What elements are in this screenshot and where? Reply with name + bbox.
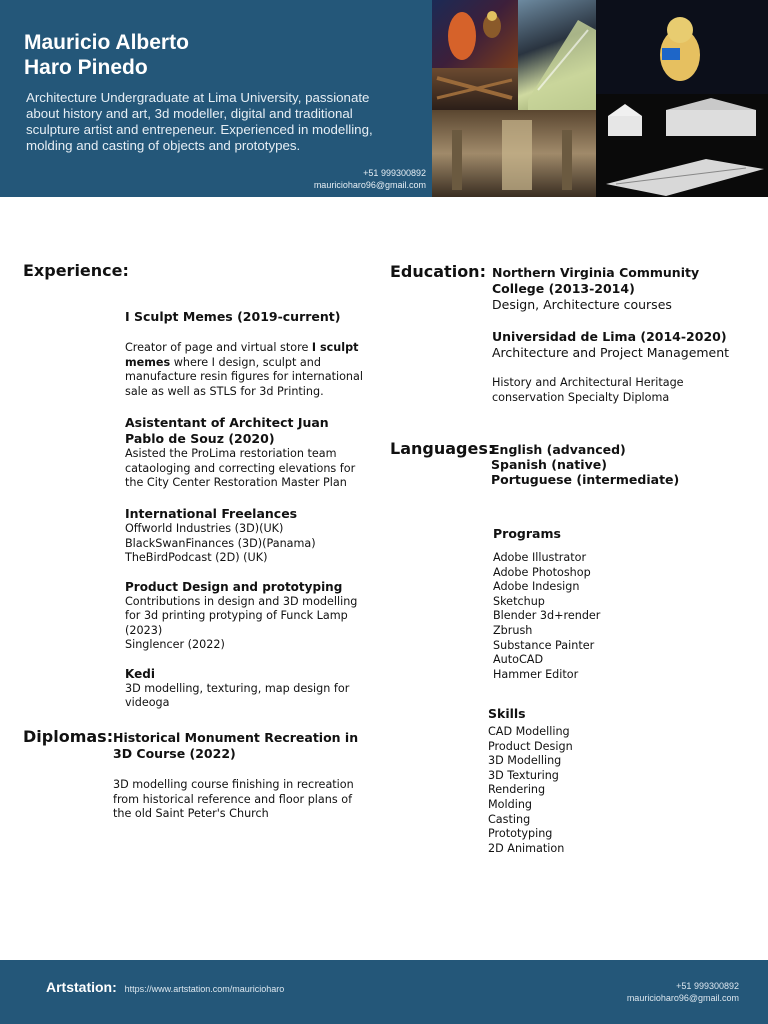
collage-image-figure — [432, 0, 518, 68]
language-item: Portuguese (intermediate) — [491, 472, 680, 487]
languages-heading: Languages: — [390, 439, 495, 458]
experience-item — [125, 506, 365, 566]
skill-item: 3D Texturing — [488, 768, 559, 782]
education-heading: Education: — [390, 262, 486, 281]
experience-description: Singlencer (2022) — [125, 638, 225, 652]
diplomas-heading: Diplomas: — [23, 727, 114, 746]
experience-title: Asistentant of Architect Juan Pablo de Souz (2020) — [125, 415, 329, 446]
freelance-client: BlackSwanFinances (3D)(Panama) — [125, 536, 316, 550]
experience-title: International Freelances — [125, 506, 298, 521]
header-contact — [314, 167, 426, 191]
program-item: Zbrush — [493, 623, 533, 637]
footer-email[interactable]: mauricioharo96@gmail.com — [626, 993, 739, 1003]
skill-item: Molding — [488, 797, 533, 811]
wood-beams-image — [432, 68, 518, 110]
header-email: mauricioharo96@gmail.com — [313, 180, 426, 190]
freelance-client: TheBirdPodcast (2D) (UK) — [125, 551, 268, 565]
experience-title: Product Design and prototyping — [125, 580, 343, 594]
collage-image-building — [518, 0, 596, 110]
person-name — [24, 30, 189, 80]
collage-image-facade — [596, 94, 768, 144]
freelance-client: Offworld Industries (3D)(UK) — [125, 522, 284, 535]
program-item: Blender 3d+render — [493, 609, 601, 623]
skill-item: CAD Modelling — [488, 725, 570, 738]
diploma-title: Historical Monument Recreation in 3D Course (2022) — [113, 730, 359, 761]
artstation-link[interactable]: https://www.artstation.com/mauricioharo — [124, 984, 285, 994]
architecture-model-image — [596, 144, 768, 197]
experience-item — [125, 580, 365, 653]
skill-item: 3D Modelling — [488, 754, 562, 768]
building-render-image — [518, 0, 596, 110]
collage-image-night — [596, 0, 768, 94]
experience-title: Kedi — [125, 667, 155, 681]
footer-contact — [627, 980, 739, 1004]
diploma-description: 3D modelling course finishing in recreation from historical reference and floor plans of the old Saint Peter's Church — [113, 778, 354, 821]
education-subtitle: Architecture and Project Management — [492, 345, 730, 360]
collage-image-interior — [432, 110, 596, 197]
skill-item: Prototyping — [488, 827, 553, 841]
intro-text: Architecture Undergraduate at Lima University, passionate about history and art, 3d modeller, digital and traditional sculpture artist and entrepeneur. Experienced in modelling, molding and casting of objects and prototypes. — [26, 90, 373, 153]
skill-item: Casting — [488, 812, 531, 826]
experience-description: 3D modelling, texturing, map design for videoga — [125, 681, 350, 710]
facade-render-image — [596, 94, 768, 144]
language-item: English (advanced) — [491, 442, 626, 457]
language-item: Spanish (native) — [491, 457, 607, 472]
education-title: Northern Virginia Community College (2013-2014) — [492, 265, 700, 296]
program-item: AutoCAD — [493, 653, 544, 667]
program-item: Adobe Indesign — [493, 580, 580, 594]
programs-heading — [493, 526, 561, 542]
experience-description: Contributions in design and 3D modelling for 3d printing protyping of Funck Lamp (2023) — [125, 594, 358, 637]
figure-sculpture-image — [432, 0, 518, 68]
program-item: Adobe Illustrator — [493, 551, 587, 564]
experience-item — [125, 667, 365, 711]
experience-desc-end: where I design, sculpt and manufacture resin figures for international sale as well as STLS for 3d Printing. — [125, 355, 363, 398]
skills-heading-text: Skills — [488, 706, 526, 721]
skill-item: Product Design — [488, 739, 573, 753]
experience-description: Asisted the ProLima restoriation team cataologing and correcting elevations for the City Center Restoration Master Plan — [125, 447, 356, 490]
education-item — [492, 329, 747, 361]
footer-phone: +51 999300892 — [676, 981, 739, 991]
skill-item: 2D Animation — [488, 841, 565, 855]
collage-image-ceiling — [432, 68, 518, 110]
program-item: Hammer Editor — [493, 667, 579, 681]
programs-heading-text: Programs — [493, 526, 561, 541]
cat-figure-image — [596, 0, 768, 94]
skill-item: Rendering — [488, 783, 546, 797]
collage-image-model — [596, 144, 768, 197]
skills-list — [488, 725, 688, 856]
experience-desc-start: Creator of page and virtual store — [125, 341, 312, 354]
education-diploma: History and Architectural Heritage conservation Specialty Diploma — [492, 376, 684, 404]
skills-heading — [488, 706, 526, 722]
header-phone: +51 999300892 — [363, 168, 426, 178]
education-title: Universidad de Lima (2014-2020) — [492, 329, 727, 344]
experience-item — [125, 415, 365, 491]
program-item: Adobe Photoshop — [493, 565, 591, 579]
education-item — [492, 265, 747, 313]
languages-list — [491, 442, 741, 487]
experience-description — [125, 341, 365, 399]
portfolio-collage — [432, 0, 768, 197]
church-interior-image — [432, 110, 596, 197]
program-item: Substance Painter — [493, 638, 595, 652]
artstation-label: Artstation: — [46, 979, 117, 995]
experience-item — [125, 309, 365, 325]
name-line-2: Haro Pinedo — [24, 56, 148, 79]
program-item: Sketchup — [493, 594, 545, 608]
artstation-line — [46, 979, 284, 995]
experience-desc-bold: I sculpt memes — [125, 341, 359, 369]
experience-heading: Experience: — [23, 261, 129, 280]
programs-list — [493, 551, 693, 682]
experience-title: I Sculpt Memes (2019-current) — [125, 309, 341, 324]
name-line-1: Mauricio Alberto — [24, 31, 189, 54]
education-subtitle: Design, Architecture courses — [492, 297, 672, 312]
diploma-item — [113, 730, 363, 762]
